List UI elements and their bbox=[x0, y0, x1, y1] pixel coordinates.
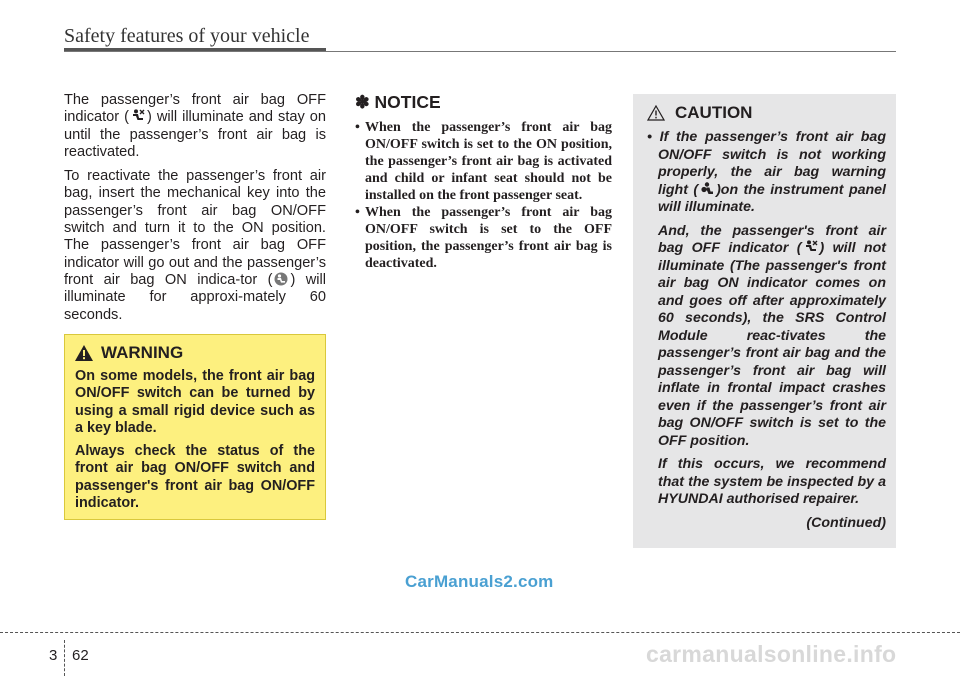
paragraph-reactivate: To reactivate the passenger’s front air bag, insert the mechanical key into the passenger’s front air bag ON/OFF switch and turn it to the ON position. The passenger’s front air bag OFF indicator will go out and the passenger’s front air bag ON indica-tor ( ) will illuminate for approxi-mately 60 seconds. bbox=[64, 168, 326, 323]
notice-item: • When the passenger’s front air bag ON/OFF switch is set to the OFF position, the passenger’s front air bag is deactivated. bbox=[355, 204, 612, 272]
paragraph-indicator-off: The passenger’s front air bag OFF indicator ( ) will illuminate and stay on until the passenger’s front air bag is reactivated. bbox=[64, 92, 326, 160]
page-number: 62 bbox=[72, 647, 89, 664]
warning-paragraph: Always check the status of the front air bag ON/OFF switch and passenger's front air bag ON/OFF indicator. bbox=[75, 443, 315, 512]
caution-triangle-icon bbox=[647, 105, 665, 121]
watermark-carmanuals2[interactable]: CarManuals2.com bbox=[405, 572, 554, 591]
airbag-off-indicator-icon bbox=[131, 109, 145, 123]
warning-box bbox=[64, 334, 326, 520]
warning-triangle-icon bbox=[75, 345, 93, 361]
warning-title: WARNING bbox=[75, 343, 315, 363]
airbag-off-indicator-icon bbox=[804, 240, 818, 254]
caution-paragraph: And, the passenger's front air bag OFF indicator ( ) will not illuminate (The passenger's front air bag ON indicator comes on and goes off after approximately 60 seconds), the SRS Control Module reac-tivates the passenger’s front air bag and the passenger’s front air bag will inflate in frontal impact crashes even if the passenger’s front air bag ON/OFF switch is set to the OFF position. bbox=[658, 222, 886, 449]
header-rule bbox=[64, 51, 896, 52]
notice-section bbox=[355, 92, 612, 272]
caution-paragraph: If this occurs, we recommend that the system be inspected by a HYUNDAI authorised repairer. bbox=[658, 456, 886, 507]
notice-item: • When the passenger’s front air bag ON/OFF switch is set to the ON position, the passenger’s front air bag is activated and child or infant seat should not be installed on the front passenger seat. bbox=[355, 119, 612, 204]
notice-title: ✽ NOTICE bbox=[355, 92, 441, 112]
warning-paragraph: On some models, the front air bag ON/OFF switch can be turned by using a small rigid device such as a key blade. bbox=[75, 368, 315, 436]
footer-dashed-rule bbox=[0, 632, 960, 633]
left-column bbox=[64, 92, 326, 331]
section-number: 3 bbox=[49, 647, 58, 664]
caution-paragraph: • If the passenger’s front air bag ON/OFF switch is not working properly, the air bag warning light ( )on the instrument panel will illuminate. bbox=[647, 129, 886, 215]
airbag-on-indicator-icon bbox=[274, 272, 288, 286]
notice-list bbox=[355, 119, 612, 272]
footer-vertical-dashes bbox=[64, 640, 65, 676]
watermark-carmanualsonline[interactable]: carmanualsonline.info bbox=[646, 641, 897, 667]
page-header-title: Safety features of your vehicle bbox=[64, 25, 310, 47]
caution-title: CAUTION bbox=[647, 103, 886, 123]
airbag-warning-light-icon bbox=[700, 182, 714, 196]
caution-continued: (Continued) bbox=[806, 514, 886, 531]
caution-box bbox=[633, 94, 896, 548]
